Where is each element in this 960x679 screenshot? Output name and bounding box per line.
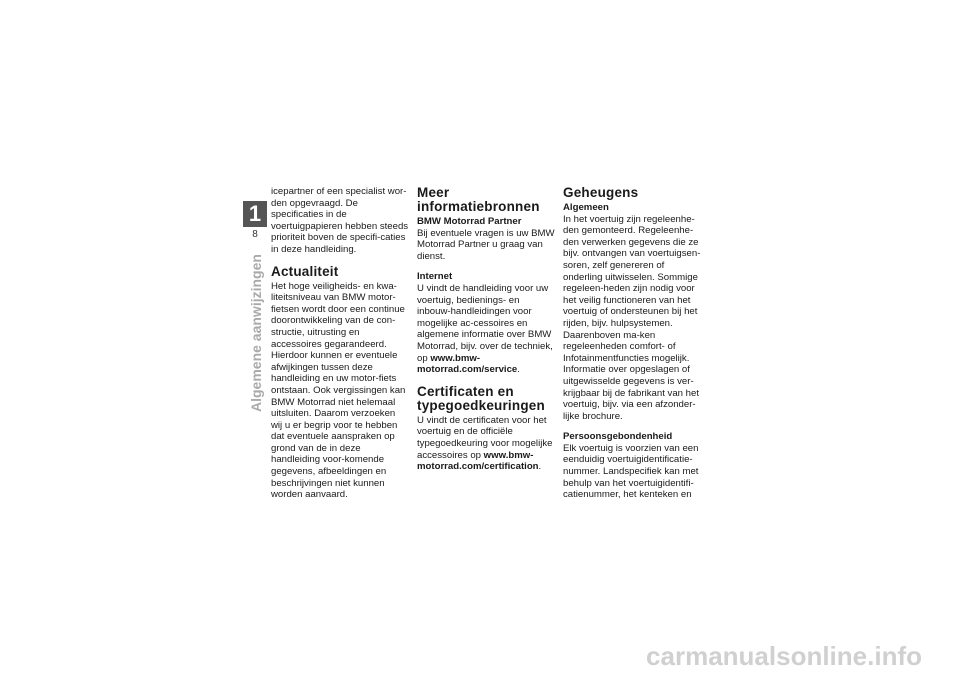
- intro-paragraph: icepartner of een specialist wor-den opgevraagd. De specificaties in de voertuigpapieren hebben steeds prioriteit boven de specifi-caties in deze handleiding.: [271, 186, 409, 255]
- internet-period: .: [517, 364, 520, 376]
- paragraph-certificaten: [417, 415, 555, 473]
- chapter-number: 1: [248, 201, 262, 226]
- chapter-marker: [243, 201, 267, 243]
- certification-link[interactable]: www.bmw-motorrad.com/certification: [417, 449, 539, 473]
- certificaten-text: U vindt de certificaten voor het voertuig en de officiële typegoedkeuring voor mogelijke accessoires op: [417, 414, 553, 461]
- column-3: [563, 186, 701, 501]
- page-number: 8: [243, 227, 267, 243]
- heading-meer-informatiebronnen: Meer informatiebronnen: [417, 185, 540, 214]
- heading-actualiteit: Actualiteit: [271, 263, 339, 279]
- paragraph-algemeen: In het voertuig zijn regeleenhe-den gemonteerd. Regeleenhe-den verwerken gegevens die ze bijv. ontvangen van voertuigsen-soren, zelf genereren of onderling uitwisselen. Sommige regeleen-heden zijn nodig voor het veilig functioneren van het voertuig of ondersteunen bij het rijden, bijv. hulpsystemen. Daarenboven ma-ken regeleenheden comfort- of Infotainmentfuncties mogelijk. Informatie over opgeslagen of uitgewisselde gegevens is ver-krijgbaar bij de fabrikant van het voertuig, bijv. via een afzonder-lijke brochure.: [563, 213, 701, 422]
- heading-bmw-motorrad-partner: BMW Motorrad Partner: [417, 216, 522, 227]
- paragraph-internet: [417, 283, 555, 376]
- heading-internet: Internet: [417, 271, 453, 283]
- heading-geheugens: Geheugens: [563, 185, 639, 200]
- internet-text: U vindt de handleiding voor uw voertuig, bedienings- en inbouw-handleidingen voor mogelijke ac-cessoires en algemene informatie over BMW Motorrad, bijv. over de techniek, op: [417, 282, 553, 364]
- heading-certificaten: Certificaten en typegoedkeuringen: [417, 383, 545, 413]
- heading-algemeen: Algemeen: [563, 202, 609, 213]
- paragraph-partner: Bij eventuele vragen is uw BMW Motorrad Partner u graag van dienst.: [417, 227, 555, 262]
- side-chapter-title: Algemene aanwijzingen: [248, 254, 264, 412]
- service-link[interactable]: www.bmw-motorrad.com/service: [417, 352, 518, 376]
- column-1: [271, 186, 409, 501]
- paragraph-persoonsgebondenheid: Elk voertuig is voorzien van een eenduidig voertuigidentificatie-nummer. Landspecifiek kan met behulp van het voertuigidentifi-catienummer, het kenteken en: [563, 442, 699, 501]
- watermark: carmanualsonline.info: [646, 641, 922, 671]
- certificaten-period: .: [538, 461, 542, 473]
- paragraph-actualiteit: Het hoge veiligheids- en kwa-liteitsniveau van BMW motor-fietsen wordt door een continue doorontwikkeling van de con-structie, uitrusting en accessoires gegarandeerd. Hierdoor kunnen er eventuele afwijkingen tussen deze handleiding en uw motor-fiets ontstaan. Ook vergissingen kan BMW Motorrad niet helemaal uitsluiten. Daarom verzoeken wij u er begrip voor te hebben dat eventuele aanspraken op grond van de in deze handleiding voor-komende gegevens, afbeeldingen en beschrijvingen niet kunnen worden aanvaard.: [271, 280, 406, 501]
- column-2: [417, 186, 555, 473]
- heading-persoonsgebondenheid: Persoonsgebondenheid: [563, 431, 673, 443]
